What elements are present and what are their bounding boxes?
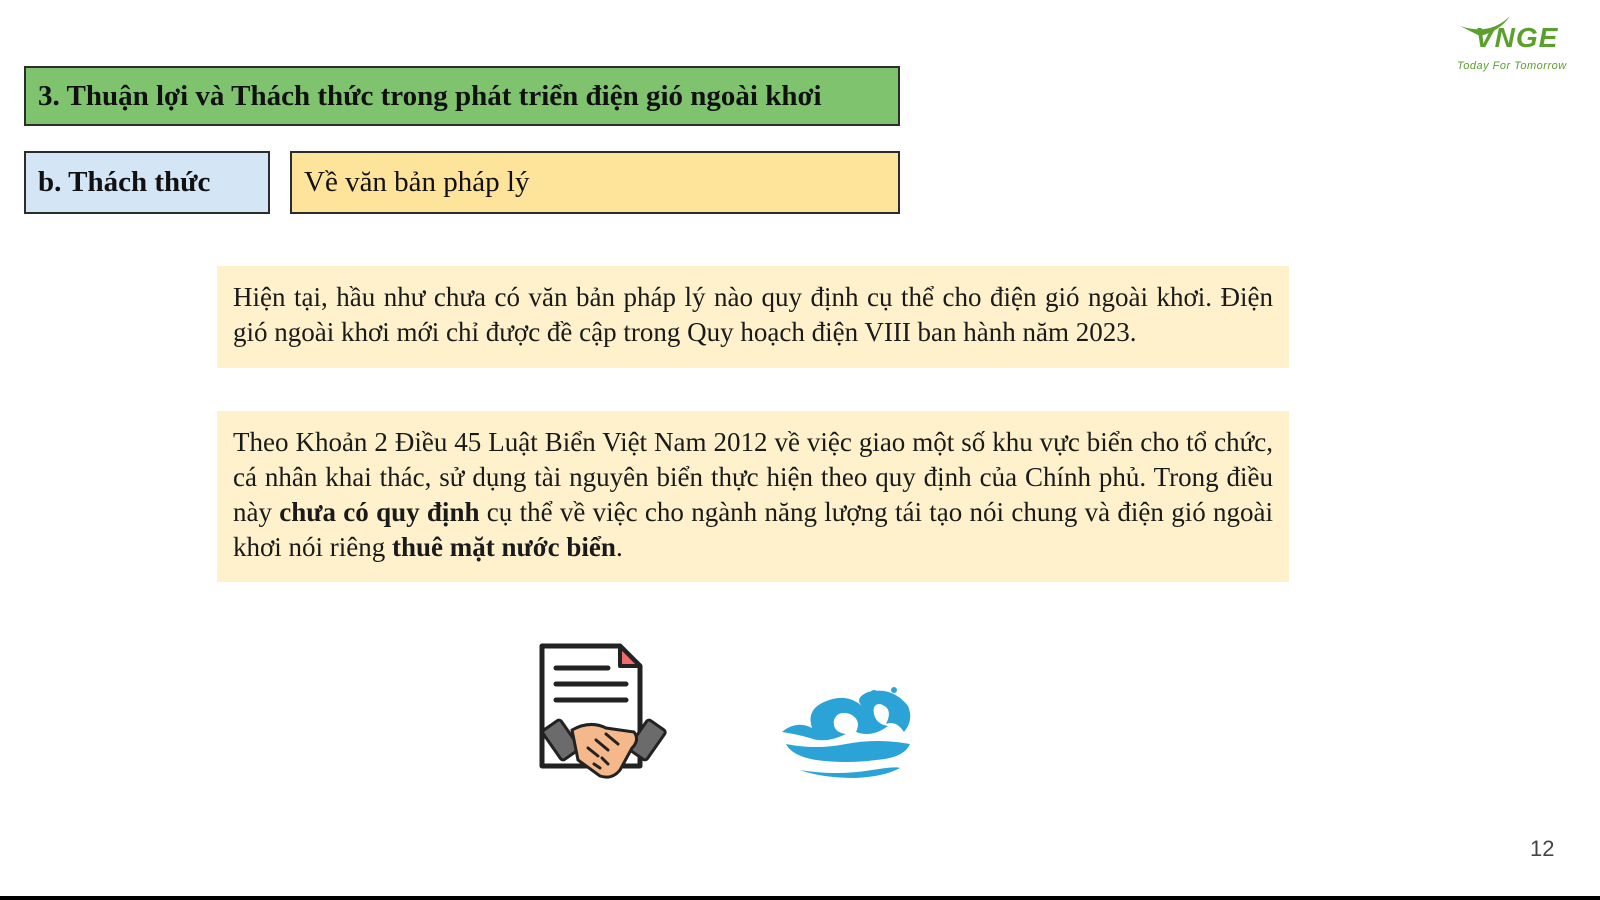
paragraph-sea-law-bold1: chưa có quy định <box>279 497 480 527</box>
contract-handshake-icon <box>536 640 672 790</box>
paragraph-current-status: Hiện tại, hầu như chưa có văn bản pháp lý nào quy định cụ thể cho điện gió ngoài khơi. Điện gió ngoài khơi mới chỉ được đề cập trong Quy hoạch điện VIII ban hành năm 2023. <box>217 266 1289 368</box>
sea-wave-icon <box>776 680 918 780</box>
slide-title: 3. Thuận lợi và Thách thức trong phát triển điện gió ngoài khơi <box>24 66 900 126</box>
section-label: b. Thách thức <box>24 151 270 214</box>
paragraph-sea-law-bold2: thuê mặt nước biển <box>392 532 616 562</box>
topic-label: Về văn bản pháp lý <box>290 151 900 214</box>
paragraph-sea-law-part1: Theo Khoản 2 Điều 45 Luật Biển Việt Nam 2012 về việc giao một số khu vực biển cho tổ chức, cá nhân khai thác, sử dụng tài nguyên biển thực hiện theo quy định của Chính phủ. Trong điều này <box>233 427 1273 527</box>
logo-tagline: Today For Tomorrow <box>1457 60 1567 72</box>
logo-name: VNGE <box>1475 22 1559 53</box>
bottom-border <box>0 896 1600 900</box>
paragraph-sea-law-part2: cụ thể về việc cho ngành năng lượng tái tạo nói chung và điện gió ngoài khơi nói riêng <box>233 497 1274 562</box>
paragraph-sea-law-part3: . <box>615 532 623 562</box>
page-number: 12 <box>1530 836 1555 861</box>
paragraph-sea-law <box>217 411 1289 582</box>
